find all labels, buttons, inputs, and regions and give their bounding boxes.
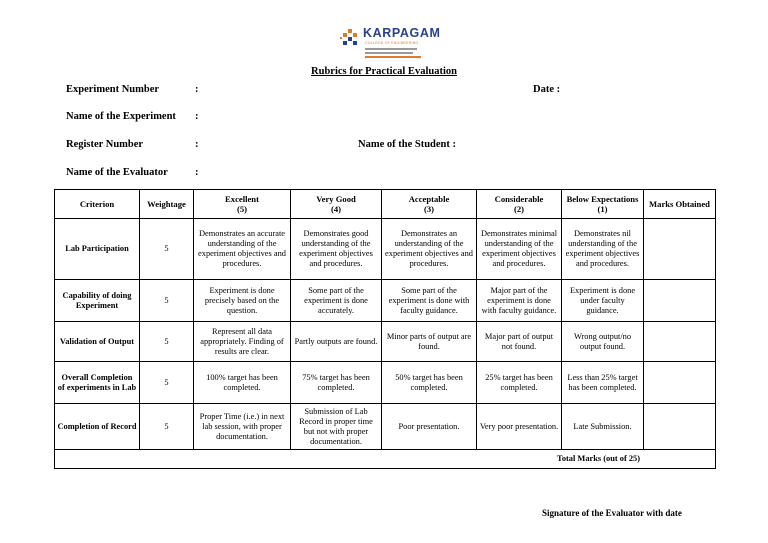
header-acceptable-score: (3): [423, 204, 435, 214]
header-weightage: Weightage: [140, 190, 194, 219]
acceptable-cell: Minor parts of output are found.: [382, 322, 477, 362]
logo-subtitle: COLLEGE OF ENGINEERING: [365, 41, 419, 45]
table-row: [55, 280, 716, 322]
acceptable-cell: Some part of the experiment is done with faculty guidance.: [382, 280, 477, 322]
considerable-cell: Major part of output not found.: [477, 322, 562, 362]
excellent-cell: 100% target has been completed.: [194, 362, 291, 404]
logo-fine-line: [365, 48, 417, 50]
very-good-cell: Submission of Lab Record in proper time but not with proper documentation.: [291, 404, 382, 450]
weightage-cell: 5: [140, 280, 194, 322]
page-title: Rubrics for Practical Evaluation: [311, 66, 457, 77]
header-excellent-label: Excellent: [225, 194, 259, 204]
weightage-cell: 5: [140, 404, 194, 450]
table-row: [55, 404, 716, 450]
criterion-cell: Capability of doing Experiment: [55, 280, 140, 322]
marks-cell: [644, 362, 716, 404]
very-good-cell: Demonstrates good understanding of the experiment objectives and procedures.: [291, 219, 382, 280]
logo-icon: [340, 27, 362, 49]
weightage-cell: 5: [140, 219, 194, 280]
colon: :: [195, 111, 199, 122]
colon: :: [195, 139, 199, 150]
very-good-cell: Some part of the experiment is done accurately.: [291, 280, 382, 322]
experiment-number-label: Experiment Number: [66, 84, 160, 95]
considerable-cell: Demonstrates minimal understanding of the experiment objectives and procedures.: [477, 219, 562, 280]
below-expectations-cell: Wrong output/no output found.: [562, 322, 644, 362]
table-row: [55, 362, 716, 404]
header-considerable: [477, 190, 562, 219]
table-header-row: [55, 190, 716, 219]
criterion-cell: Validation of Output: [55, 322, 140, 362]
colon: :: [195, 167, 199, 178]
considerable-cell: 25% target has been completed.: [477, 362, 562, 404]
marks-cell: [644, 280, 716, 322]
below-expectations-cell: Demonstrates nil understanding of the experiment objectives and procedures.: [562, 219, 644, 280]
header-very-good: [291, 190, 382, 219]
considerable-cell: Very poor presentation.: [477, 404, 562, 450]
below-expectations-cell: Less than 25% target has been completed.: [562, 362, 644, 404]
excellent-cell: Represent all data appropriately. Finding of results are clear.: [194, 322, 291, 362]
colon: :: [195, 84, 199, 95]
header-below-label: Below Expectations: [566, 194, 639, 204]
header-excellent: [194, 190, 291, 219]
acceptable-cell: Poor presentation.: [382, 404, 477, 450]
register-number-label: Register Number: [66, 139, 144, 150]
marks-cell: [644, 322, 716, 362]
logo-fine-line: [365, 56, 421, 58]
header-excellent-score: (5): [236, 204, 248, 214]
header-acceptable-label: Acceptable: [408, 194, 450, 204]
criterion-cell: Overall Completion of experiments in Lab: [55, 362, 140, 404]
header-below-expectations: [562, 190, 644, 219]
header-considerable-score: (2): [513, 204, 525, 214]
header-very-good-score: (4): [330, 204, 342, 214]
very-good-cell: Partly outputs are found.: [291, 322, 382, 362]
header-below-score: (1): [597, 204, 608, 214]
header-considerable-label: Considerable: [494, 194, 544, 204]
acceptable-cell: 50% target has been completed.: [382, 362, 477, 404]
logo-name: KARPAGAM: [363, 26, 441, 40]
experiment-name-label: Name of the Experiment: [66, 111, 176, 122]
very-good-cell: 75% target has been completed.: [291, 362, 382, 404]
header-criterion: Criterion: [55, 190, 140, 219]
table-row: [55, 322, 716, 362]
marks-cell: [644, 219, 716, 280]
total-marks-label: Total Marks (out of 25): [55, 450, 716, 469]
below-expectations-cell: Late Submission.: [562, 404, 644, 450]
criterion-cell: Lab Participation: [55, 219, 140, 280]
below-expectations-cell: Experiment is done under faculty guidance.: [562, 280, 644, 322]
excellent-cell: Demonstrates an accurate understanding of the experiment objectives and procedures.: [194, 219, 291, 280]
rubric-table: [54, 189, 716, 469]
date-label: Date :: [533, 84, 561, 95]
marks-cell: [644, 404, 716, 450]
logo-fine-line: [365, 52, 413, 54]
considerable-cell: Major part of the experiment is done with faculty guidance.: [477, 280, 562, 322]
college-logo: [334, 24, 441, 62]
header-marks-obtained: Marks Obtained: [644, 190, 716, 219]
excellent-cell: Experiment is done precisely based on the question.: [194, 280, 291, 322]
table-row: [55, 219, 716, 280]
evaluator-signature-label: Signature of the Evaluator with date: [542, 508, 682, 518]
weightage-cell: 5: [140, 322, 194, 362]
student-name-label: Name of the Student :: [358, 139, 456, 150]
header-acceptable: [382, 190, 477, 219]
weightage-cell: 5: [140, 362, 194, 404]
header-very-good-label: Very Good: [316, 194, 356, 204]
evaluator-name-label: Name of the Evaluator: [66, 167, 168, 178]
criterion-cell: Completion of Record: [55, 404, 140, 450]
excellent-cell: Proper Time (i.e.) in next lab session, with proper documentation.: [194, 404, 291, 450]
total-row: [55, 450, 716, 469]
acceptable-cell: Demonstrates an understanding of the experiment objectives and procedures.: [382, 219, 477, 280]
